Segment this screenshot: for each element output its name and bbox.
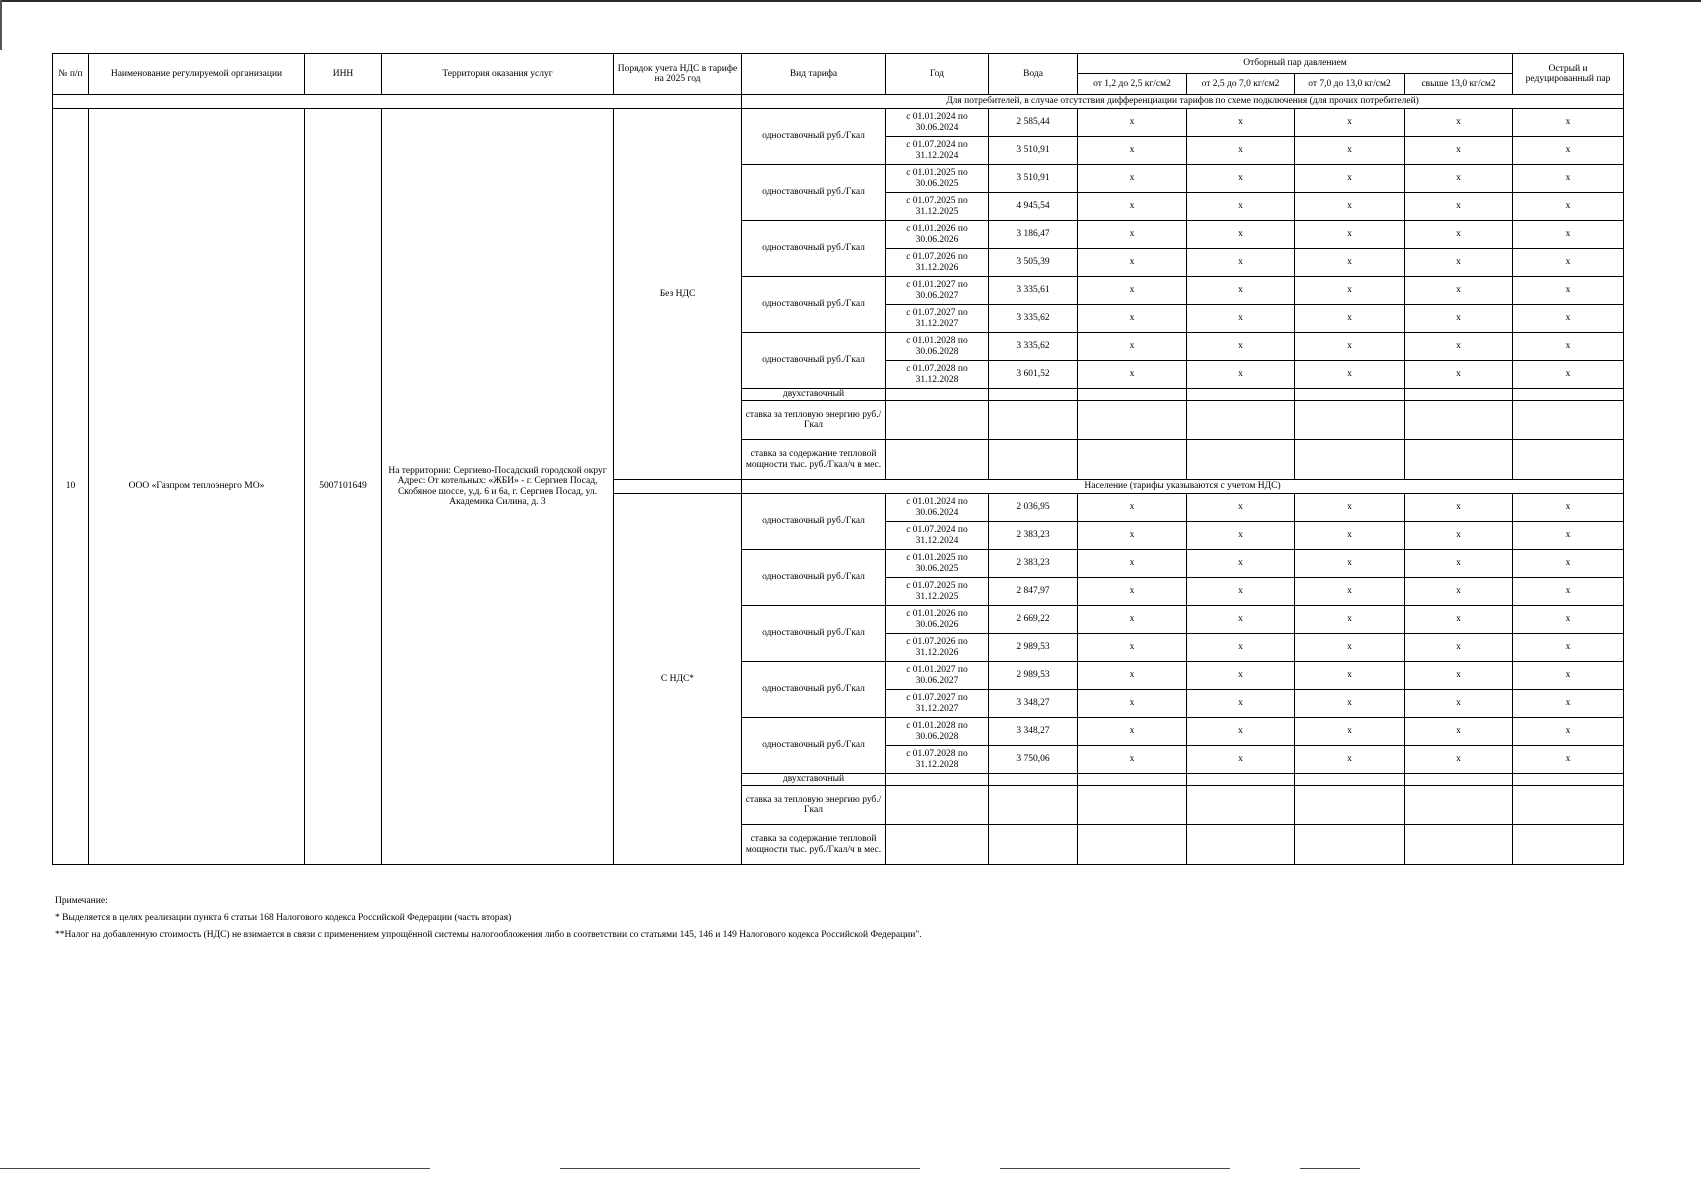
steam-cross: x (1295, 494, 1405, 522)
steam-cross: x (1405, 361, 1513, 389)
header-territory: Территория оказания услуг (382, 54, 614, 95)
empty-cell (1295, 389, 1405, 401)
water-value: 2 669,22 (989, 606, 1078, 634)
header-steam-3: от 7,0 до 13,0 кг/см2 (1295, 74, 1405, 95)
water-value: 3 348,27 (989, 690, 1078, 718)
scan-border-top (0, 0, 1701, 2)
empty-cell (1187, 786, 1295, 825)
empty-cell (886, 786, 989, 825)
steam-cross: x (1405, 277, 1513, 305)
empty-cell (53, 95, 742, 109)
steam-cross: x (1513, 137, 1624, 165)
period: с 01.07.2027 по 31.12.2027 (886, 305, 989, 333)
period: с 01.01.2028 по 30.06.2028 (886, 333, 989, 361)
empty-cell (989, 774, 1078, 786)
tariff-kind: двухставочный (742, 389, 886, 401)
period: с 01.07.2025 по 31.12.2025 (886, 193, 989, 221)
steam-cross: x (1405, 333, 1513, 361)
steam-cross: x (1295, 221, 1405, 249)
steam-cross: x (1295, 662, 1405, 690)
steam-cross: x (1187, 662, 1295, 690)
steam-cross: x (1405, 522, 1513, 550)
notes-title: Примечание: (55, 896, 108, 906)
header-tariff-kind: Вид тарифа (742, 54, 886, 95)
tariff-kind: двухставочный (742, 774, 886, 786)
steam-cross: x (1187, 277, 1295, 305)
empty-cell (886, 825, 989, 865)
steam-cross: x (1187, 746, 1295, 774)
empty-cell (886, 401, 989, 440)
empty-cell (989, 440, 1078, 480)
tariff-kind: одноставочный руб./Гкал (742, 550, 886, 606)
water-value: 2 036,95 (989, 494, 1078, 522)
vat-mode: Без НДС (614, 109, 742, 480)
steam-cross: x (1187, 193, 1295, 221)
steam-cross: x (1078, 494, 1187, 522)
period: с 01.01.2027 по 30.06.2027 (886, 662, 989, 690)
period: с 01.07.2028 по 31.12.2028 (886, 746, 989, 774)
steam-cross: x (1078, 137, 1187, 165)
steam-cross: x (1078, 606, 1187, 634)
header-water: Вода (989, 54, 1078, 95)
period: с 01.01.2026 по 30.06.2026 (886, 221, 989, 249)
steam-cross: x (1187, 494, 1295, 522)
water-value: 4 945,54 (989, 193, 1078, 221)
water-value: 3 505,39 (989, 249, 1078, 277)
steam-cross: x (1513, 193, 1624, 221)
water-value: 2 989,53 (989, 662, 1078, 690)
steam-cross: x (1078, 109, 1187, 137)
water-value: 2 383,23 (989, 522, 1078, 550)
tariff-kind: одноставочный руб./Гкал (742, 494, 886, 550)
steam-cross: x (1513, 690, 1624, 718)
empty-cell (1513, 440, 1624, 480)
empty-cell (1295, 774, 1405, 786)
steam-cross: x (1078, 634, 1187, 662)
period: с 01.07.2025 по 31.12.2025 (886, 578, 989, 606)
steam-cross: x (1405, 690, 1513, 718)
tariff-kind: одноставочный руб./Гкал (742, 165, 886, 221)
empty-cell (1405, 786, 1513, 825)
steam-cross: x (1513, 494, 1624, 522)
scan-artifact-line (1000, 1168, 1230, 1169)
steam-cross: x (1513, 746, 1624, 774)
header-steam-1: от 1,2 до 2,5 кг/см2 (1078, 74, 1187, 95)
steam-cross: x (1078, 718, 1187, 746)
steam-cross: x (1513, 634, 1624, 662)
water-value: 3 348,27 (989, 718, 1078, 746)
empty-cell (1405, 825, 1513, 865)
steam-cross: x (1513, 718, 1624, 746)
steam-cross: x (1187, 305, 1295, 333)
water-value: 2 989,53 (989, 634, 1078, 662)
territory: На территории: Сергиево-Посадский городской округ Адрес: От котельных: «ЖБИ» - г. Сергиев Посад, Скобяное шоссе, у.д. 6 и 6а, г. Сергиев Посад, ул. Академика Силина, д. 3 (382, 109, 614, 865)
empty-cell (1295, 401, 1405, 440)
rate-energy: ставка за тепловую энергию руб./Гкал (742, 401, 886, 440)
empty-cell (989, 389, 1078, 401)
water-value: 2 383,23 (989, 550, 1078, 578)
tariff-table (52, 53, 1624, 865)
tariff-kind: одноставочный руб./Гкал (742, 333, 886, 389)
scan-artifact-line (1300, 1168, 1360, 1169)
steam-cross: x (1187, 333, 1295, 361)
empty-cell (886, 440, 989, 480)
steam-cross: x (1078, 193, 1187, 221)
section-title: Для потребителей, в случае отсутствия дифференциации тарифов по схеме подключения (для прочих потребителей) (742, 95, 1624, 109)
steam-cross: x (1295, 718, 1405, 746)
steam-cross: x (1295, 361, 1405, 389)
period: с 01.01.2026 по 30.06.2026 (886, 606, 989, 634)
water-value: 3 186,47 (989, 221, 1078, 249)
steam-cross: x (1405, 109, 1513, 137)
steam-cross: x (1513, 305, 1624, 333)
header-sharp-steam: Острый и редуцированный пар (1513, 54, 1624, 95)
steam-cross: x (1513, 522, 1624, 550)
empty-cell (1513, 389, 1624, 401)
steam-cross: x (1187, 606, 1295, 634)
header-steam-group: Отборный пар давлением (1078, 54, 1513, 74)
period: с 01.01.2024 по 30.06.2024 (886, 109, 989, 137)
steam-cross: x (1187, 249, 1295, 277)
organization-name: ООО «Газпром теплоэнерго МО» (89, 109, 305, 865)
header-inn: ИНН (305, 54, 382, 95)
steam-cross: x (1513, 249, 1624, 277)
steam-cross: x (1078, 578, 1187, 606)
empty-cell (1078, 401, 1187, 440)
steam-cross: x (1405, 634, 1513, 662)
empty-cell (989, 786, 1078, 825)
note-1: * Выделяется в целях реализации пункта 6 статьи 168 Налогового кодекса Российской Федерации (часть вторая) (55, 913, 512, 923)
water-value: 2 585,44 (989, 109, 1078, 137)
period: с 01.07.2026 по 31.12.2026 (886, 249, 989, 277)
steam-cross: x (1513, 109, 1624, 137)
empty-cell (1187, 401, 1295, 440)
steam-cross: x (1513, 550, 1624, 578)
steam-cross: x (1078, 277, 1187, 305)
steam-cross: x (1295, 333, 1405, 361)
period: с 01.01.2028 по 30.06.2028 (886, 718, 989, 746)
header-vat: Порядок учета НДС в тарифе на 2025 год (614, 54, 742, 95)
period: с 01.07.2028 по 31.12.2028 (886, 361, 989, 389)
inn-value: 5007101649 (305, 109, 382, 865)
empty-cell (1187, 825, 1295, 865)
header-org: Наименование регулируемой организации (89, 54, 305, 95)
steam-cross: x (1078, 249, 1187, 277)
steam-cross: x (1295, 522, 1405, 550)
header-steam-2: от 2,5 до 7,0 кг/см2 (1187, 74, 1295, 95)
empty-cell (1513, 786, 1624, 825)
steam-cross: x (1187, 361, 1295, 389)
steam-cross: x (1513, 221, 1624, 249)
empty-cell (1405, 401, 1513, 440)
steam-cross: x (1295, 109, 1405, 137)
empty-cell (1078, 786, 1187, 825)
tariff-kind: одноставочный руб./Гкал (742, 221, 886, 277)
tariff-kind: одноставочный руб./Гкал (742, 109, 886, 165)
steam-cross: x (1187, 221, 1295, 249)
steam-cross: x (1295, 277, 1405, 305)
tariff-kind: одноставочный руб./Гкал (742, 277, 886, 333)
steam-cross: x (1078, 662, 1187, 690)
steam-cross: x (1187, 690, 1295, 718)
steam-cross: x (1295, 578, 1405, 606)
period: с 01.07.2027 по 31.12.2027 (886, 690, 989, 718)
empty-cell (989, 825, 1078, 865)
period: с 01.07.2024 по 31.12.2024 (886, 137, 989, 165)
empty-cell (1405, 774, 1513, 786)
empty-cell (1295, 786, 1405, 825)
empty-cell (1078, 389, 1187, 401)
steam-cross: x (1405, 606, 1513, 634)
table-row (53, 109, 1624, 137)
rate-capacity: ставка за содержание тепловой мощности тыс. руб./Гкал/ч в мес. (742, 825, 886, 865)
section-title: Население (тарифы указываются с учетом НДС) (742, 480, 1624, 494)
steam-cross: x (1078, 550, 1187, 578)
steam-cross: x (1295, 165, 1405, 193)
steam-cross: x (1295, 606, 1405, 634)
steam-cross: x (1513, 277, 1624, 305)
steam-cross: x (1078, 746, 1187, 774)
vat-mode: С НДС* (614, 494, 742, 865)
header-year: Год (886, 54, 989, 95)
steam-cross: x (1405, 221, 1513, 249)
empty-cell (1295, 440, 1405, 480)
steam-cross: x (1078, 690, 1187, 718)
steam-cross: x (1405, 249, 1513, 277)
rate-capacity: ставка за содержание тепловой мощности тыс. руб./Гкал/ч в мес. (742, 440, 886, 480)
steam-cross: x (1295, 550, 1405, 578)
tariff-kind: одноставочный руб./Гкал (742, 606, 886, 662)
period: с 01.01.2024 по 30.06.2024 (886, 494, 989, 522)
water-value: 3 335,62 (989, 305, 1078, 333)
steam-cross: x (1405, 193, 1513, 221)
row-number: 10 (53, 109, 89, 865)
steam-cross: x (1187, 137, 1295, 165)
period: с 01.07.2026 по 31.12.2026 (886, 634, 989, 662)
scan-artifact-line (560, 1168, 920, 1169)
empty-cell (614, 480, 742, 494)
header-steam-4: свыше 13,0 кг/см2 (1405, 74, 1513, 95)
period: с 01.01.2025 по 30.06.2025 (886, 165, 989, 193)
water-value: 3 510,91 (989, 137, 1078, 165)
water-value: 3 335,62 (989, 333, 1078, 361)
water-value: 3 601,52 (989, 361, 1078, 389)
empty-cell (1078, 774, 1187, 786)
empty-cell (1405, 440, 1513, 480)
steam-cross: x (1513, 606, 1624, 634)
steam-cross: x (1295, 137, 1405, 165)
tariff-kind: одноставочный руб./Гкал (742, 718, 886, 774)
steam-cross: x (1405, 662, 1513, 690)
note-2: **Налог на добавленную стоимость (НДС) не взимается в связи с применением упрощённой системы налогообложения либо в соответствии со статьями 145, 146 и 149 Налогового кодекса Российской Федерации". (55, 930, 922, 940)
steam-cross: x (1187, 165, 1295, 193)
header-num: № п/п (53, 54, 89, 95)
steam-cross: x (1405, 494, 1513, 522)
empty-cell (1187, 440, 1295, 480)
steam-cross: x (1187, 522, 1295, 550)
section-header-row (53, 95, 1624, 109)
steam-cross: x (1405, 137, 1513, 165)
steam-cross: x (1078, 165, 1187, 193)
empty-cell (1078, 825, 1187, 865)
empty-cell (1513, 774, 1624, 786)
steam-cross: x (1295, 634, 1405, 662)
steam-cross: x (1513, 333, 1624, 361)
tariff-kind: одноставочный руб./Гкал (742, 662, 886, 718)
empty-cell (1187, 389, 1295, 401)
empty-cell (886, 774, 989, 786)
empty-cell (1187, 774, 1295, 786)
steam-cross: x (1513, 361, 1624, 389)
empty-cell (1513, 401, 1624, 440)
notes (55, 893, 922, 944)
steam-cross: x (1405, 165, 1513, 193)
period: с 01.01.2025 по 30.06.2025 (886, 550, 989, 578)
steam-cross: x (1078, 522, 1187, 550)
steam-cross: x (1187, 109, 1295, 137)
empty-cell (1405, 389, 1513, 401)
steam-cross: x (1187, 578, 1295, 606)
steam-cross: x (1187, 718, 1295, 746)
steam-cross: x (1513, 662, 1624, 690)
scan-border-left (0, 0, 2, 50)
steam-cross: x (1513, 578, 1624, 606)
steam-cross: x (1295, 690, 1405, 718)
steam-cross: x (1187, 550, 1295, 578)
empty-cell (989, 401, 1078, 440)
empty-cell (1513, 825, 1624, 865)
steam-cross: x (1295, 193, 1405, 221)
empty-cell (886, 389, 989, 401)
empty-cell (1078, 440, 1187, 480)
steam-cross: x (1405, 578, 1513, 606)
period: с 01.01.2027 по 30.06.2027 (886, 277, 989, 305)
steam-cross: x (1187, 634, 1295, 662)
scan-artifact-line (0, 1168, 430, 1169)
empty-cell (1295, 825, 1405, 865)
water-value: 2 847,97 (989, 578, 1078, 606)
steam-cross: x (1078, 333, 1187, 361)
steam-cross: x (1078, 221, 1187, 249)
steam-cross: x (1405, 718, 1513, 746)
steam-cross: x (1295, 305, 1405, 333)
period: с 01.07.2024 по 31.12.2024 (886, 522, 989, 550)
steam-cross: x (1405, 305, 1513, 333)
rate-energy: ставка за тепловую энергию руб./Гкал (742, 786, 886, 825)
steam-cross: x (1295, 249, 1405, 277)
steam-cross: x (1405, 550, 1513, 578)
water-value: 3 750,06 (989, 746, 1078, 774)
water-value: 3 335,61 (989, 277, 1078, 305)
steam-cross: x (1295, 746, 1405, 774)
steam-cross: x (1078, 361, 1187, 389)
steam-cross: x (1078, 305, 1187, 333)
steam-cross: x (1405, 746, 1513, 774)
water-value: 3 510,91 (989, 165, 1078, 193)
steam-cross: x (1513, 165, 1624, 193)
